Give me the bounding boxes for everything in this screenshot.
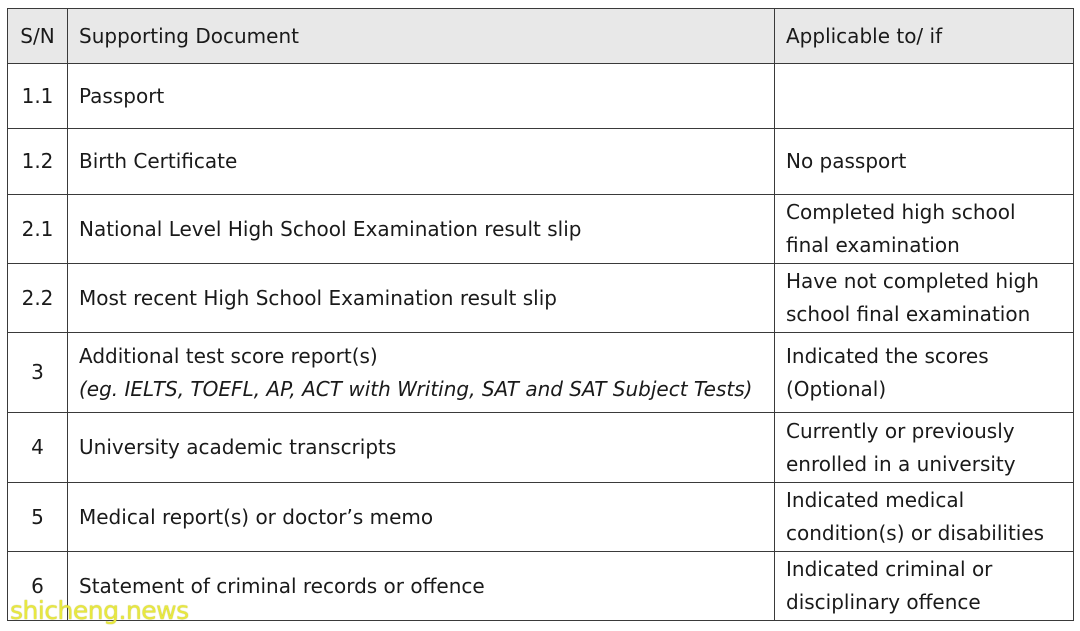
watermark-logo: shicheng.news: [10, 596, 189, 625]
row-document: [68, 333, 775, 413]
table-row: [8, 129, 1074, 195]
applicable-line: Completed high school: [786, 200, 1016, 224]
header-applicable: Applicable to/ if: [775, 9, 1074, 64]
row-document: Most recent High School Examination result slip: [68, 264, 775, 333]
row-applicable: [775, 552, 1074, 621]
row-sn: 5: [8, 483, 68, 552]
row-sn: 2.1: [8, 195, 68, 264]
applicable-line: school final examination: [786, 302, 1031, 326]
applicable-line: disciplinary offence: [786, 590, 981, 614]
row-sn: 1.1: [8, 64, 68, 129]
applicable-line: Indicated criminal or: [786, 557, 993, 581]
applicable-line: enrolled in a university: [786, 451, 1016, 476]
row-document: Statement of criminal records or offence: [68, 552, 775, 621]
row-applicable: [775, 195, 1074, 264]
row-document: National Level High School Examination result slip: [68, 195, 775, 264]
row-applicable: [775, 483, 1074, 552]
table-row: [8, 483, 1074, 552]
header-sn: S/N: [8, 9, 68, 64]
row-applicable: [775, 264, 1074, 333]
row-applicable: [775, 333, 1074, 413]
supporting-documents-table: [7, 8, 1074, 621]
table-row: [8, 64, 1074, 129]
table-header-row: [8, 9, 1074, 64]
applicable-line: No passport: [786, 149, 907, 173]
row-applicable: [775, 129, 1074, 195]
row-sn: 4: [8, 413, 68, 483]
applicable-line: Have not completed high: [786, 269, 1039, 293]
row-applicable: [775, 413, 1074, 483]
row-sn: 2.2: [8, 264, 68, 333]
table-row: [8, 333, 1074, 413]
document-title: Additional test score report(s): [79, 343, 378, 368]
document-note: (eg. IELTS, TOEFL, AP, ACT with Writing, SAT and SAT Subject Tests): [79, 376, 753, 401]
applicable-line: (Optional): [786, 376, 887, 401]
row-document: Passport: [68, 64, 775, 129]
row-document: Medical report(s) or doctor’s memo: [68, 483, 775, 552]
row-sn: 1.2: [8, 129, 68, 195]
applicable-line: Indicated medical: [786, 488, 965, 512]
applicable-line: Currently or previously: [786, 418, 1015, 443]
applicable-line: Indicated the scores: [786, 343, 989, 368]
table-row: [8, 195, 1074, 264]
row-document: Birth Certificate: [68, 129, 775, 195]
table-row: [8, 264, 1074, 333]
header-supporting-document: Supporting Document: [68, 9, 775, 64]
row-sn: 6: [8, 552, 68, 621]
row-applicable: [775, 64, 1074, 129]
applicable-line: final examination: [786, 233, 960, 257]
row-document: University academic transcripts: [68, 413, 775, 483]
table-row: [8, 413, 1074, 483]
row-sn: 3: [8, 333, 68, 413]
applicable-line: condition(s) or disabilities: [786, 521, 1045, 545]
